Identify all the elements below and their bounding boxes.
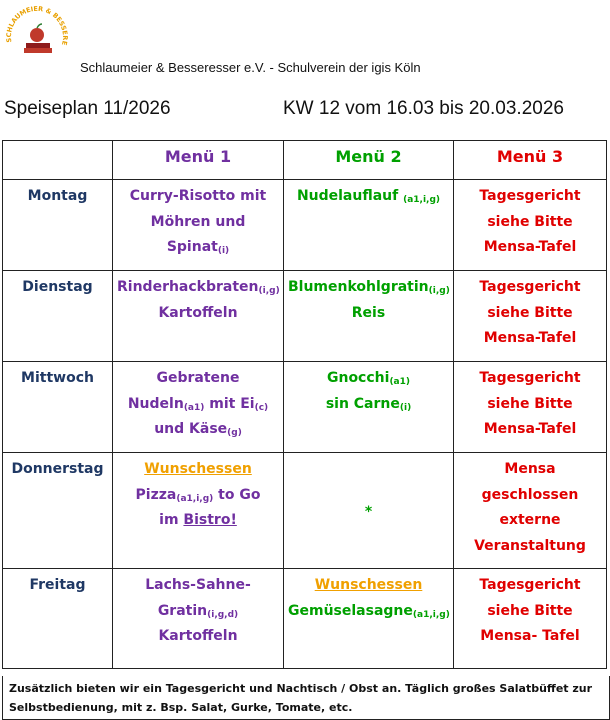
school-logo <box>4 4 68 68</box>
dish-line: Curry-Risotto mit <box>129 188 267 204</box>
allergen-code: (a1,i,g) <box>403 195 441 205</box>
dish-line: Lachs-Sahne- <box>145 577 251 593</box>
dish-line: Kartoffeln <box>158 628 238 644</box>
table-row <box>3 362 607 453</box>
table-row <box>3 453 607 569</box>
dish-line: Nudeln <box>127 395 184 412</box>
table-row <box>3 271 607 362</box>
allergen-code: (a1,i,g) <box>176 493 214 504</box>
menu-2-cell <box>284 362 454 453</box>
dish-line: Mensa- Tafel <box>480 628 580 644</box>
menu-3-cell <box>454 569 607 669</box>
menu-3-cell <box>454 362 607 453</box>
plan-title: Speiseplan 11/2026 <box>4 98 171 119</box>
dish-line: Mensa <box>504 461 556 477</box>
dish-line: Tagesgericht <box>479 370 581 386</box>
dish-line: Nudelauflauf <box>296 188 404 204</box>
organization-line: Schlaumeier & Besseresser e.V. - Schulverein der igis Köln <box>80 60 421 75</box>
dish-line: geschlossen <box>481 486 579 503</box>
dish-line: Blumenkohlgratin <box>288 279 429 295</box>
dish-line: Kartoffeln <box>158 304 238 321</box>
day-label: Donnerstag <box>3 453 113 569</box>
menu-3-cell <box>454 180 607 271</box>
logo-text: SCHLAUMEIER & BESS E <box>4 4 68 46</box>
dish-line: Gemüselasagne <box>288 602 413 619</box>
menu-2-cell <box>284 271 454 362</box>
footer-line: Zusätzlich bieten wir ein Tagesgericht und Nachtisch / Obst an. Täglich großes Salatbüffet zur <box>9 682 593 695</box>
dish-line: Mensa-Tafel <box>483 421 577 437</box>
menu-1-cell <box>113 569 284 669</box>
menu-2-cell <box>284 453 454 569</box>
menu-table <box>2 140 607 669</box>
day-label: Montag <box>3 180 113 271</box>
table-row <box>3 569 607 669</box>
allergen-code: (a1,i,g) <box>412 609 450 620</box>
menu-1-cell <box>113 271 284 362</box>
dish-line: Pizza <box>135 486 177 503</box>
day-label: Dienstag <box>3 271 113 362</box>
dish-line: externe <box>499 512 561 528</box>
menu-1-cell <box>113 180 284 271</box>
dish-line: Rinderhackbraten <box>117 279 259 295</box>
allergen-code: (a1) <box>183 402 205 413</box>
allergen-code: (i) <box>399 402 412 413</box>
dish-line: Gratin <box>157 602 208 619</box>
column-header-menu-3: Menü 3 <box>454 141 607 180</box>
corner-cell <box>3 141 113 180</box>
dish-line: Gnocchi <box>326 370 390 386</box>
footer-line: Selbstbedienung, mit z. Bsp. Salat, Gurke, Tomate, etc. <box>9 701 353 714</box>
bistro-label: Bistro! <box>183 512 237 528</box>
allergen-code: (a1) <box>389 377 410 387</box>
asterisk-mark: * <box>364 503 373 520</box>
wunschessen-label: Wunschessen <box>144 461 252 477</box>
menu-1-cell <box>113 362 284 453</box>
dish-line: siehe Bitte <box>487 602 573 619</box>
allergen-code: (c) <box>254 402 269 413</box>
footer-note <box>2 676 610 720</box>
column-header-menu-1: Menü 1 <box>113 141 284 180</box>
allergen-code: (i,g,d) <box>207 609 239 620</box>
dish-line: Mensa-Tafel <box>483 239 577 255</box>
header-row <box>3 141 607 180</box>
day-label: Mittwoch <box>3 362 113 453</box>
menu-2-cell <box>284 180 454 271</box>
menu-2-cell <box>284 569 454 669</box>
dish-line: to Go <box>213 486 261 503</box>
dish-line: Gebratene <box>156 370 240 386</box>
dish-line: Veranstaltung <box>474 537 586 554</box>
dish-line: im <box>159 512 184 528</box>
dish-line: Reis <box>351 304 386 321</box>
day-label: Freitag <box>3 569 113 669</box>
week-title: KW 12 vom 16.03 bis 20.03.2026 <box>283 98 564 119</box>
wunschessen-label: Wunschessen <box>314 577 423 593</box>
menu-3-cell <box>454 453 607 569</box>
dish-line: Möhren und <box>150 213 246 230</box>
dish-line: Tagesgericht <box>479 577 581 593</box>
allergen-code: (i,g) <box>428 286 450 296</box>
dish-line: Mensa-Tafel <box>483 330 577 346</box>
allergen-code: (i) <box>217 246 230 256</box>
allergen-code: (g) <box>227 428 242 438</box>
allergen-code: (i,g) <box>258 286 280 296</box>
menu-1-cell <box>113 453 284 569</box>
menu-3-cell <box>454 271 607 362</box>
column-header-menu-2: Menü 2 <box>284 141 454 180</box>
dish-line: mit Ei <box>204 395 255 412</box>
dish-line: siehe Bitte <box>487 395 573 412</box>
dish-line: siehe Bitte <box>487 304 573 321</box>
dish-line: Tagesgericht <box>479 188 581 204</box>
dish-line: Spinat <box>166 239 218 255</box>
dish-line: siehe Bitte <box>487 213 573 230</box>
dish-line: und Käse <box>154 421 228 437</box>
dish-line: sin Carne <box>325 395 400 412</box>
table-row <box>3 180 607 271</box>
dish-line: Tagesgericht <box>479 279 581 295</box>
